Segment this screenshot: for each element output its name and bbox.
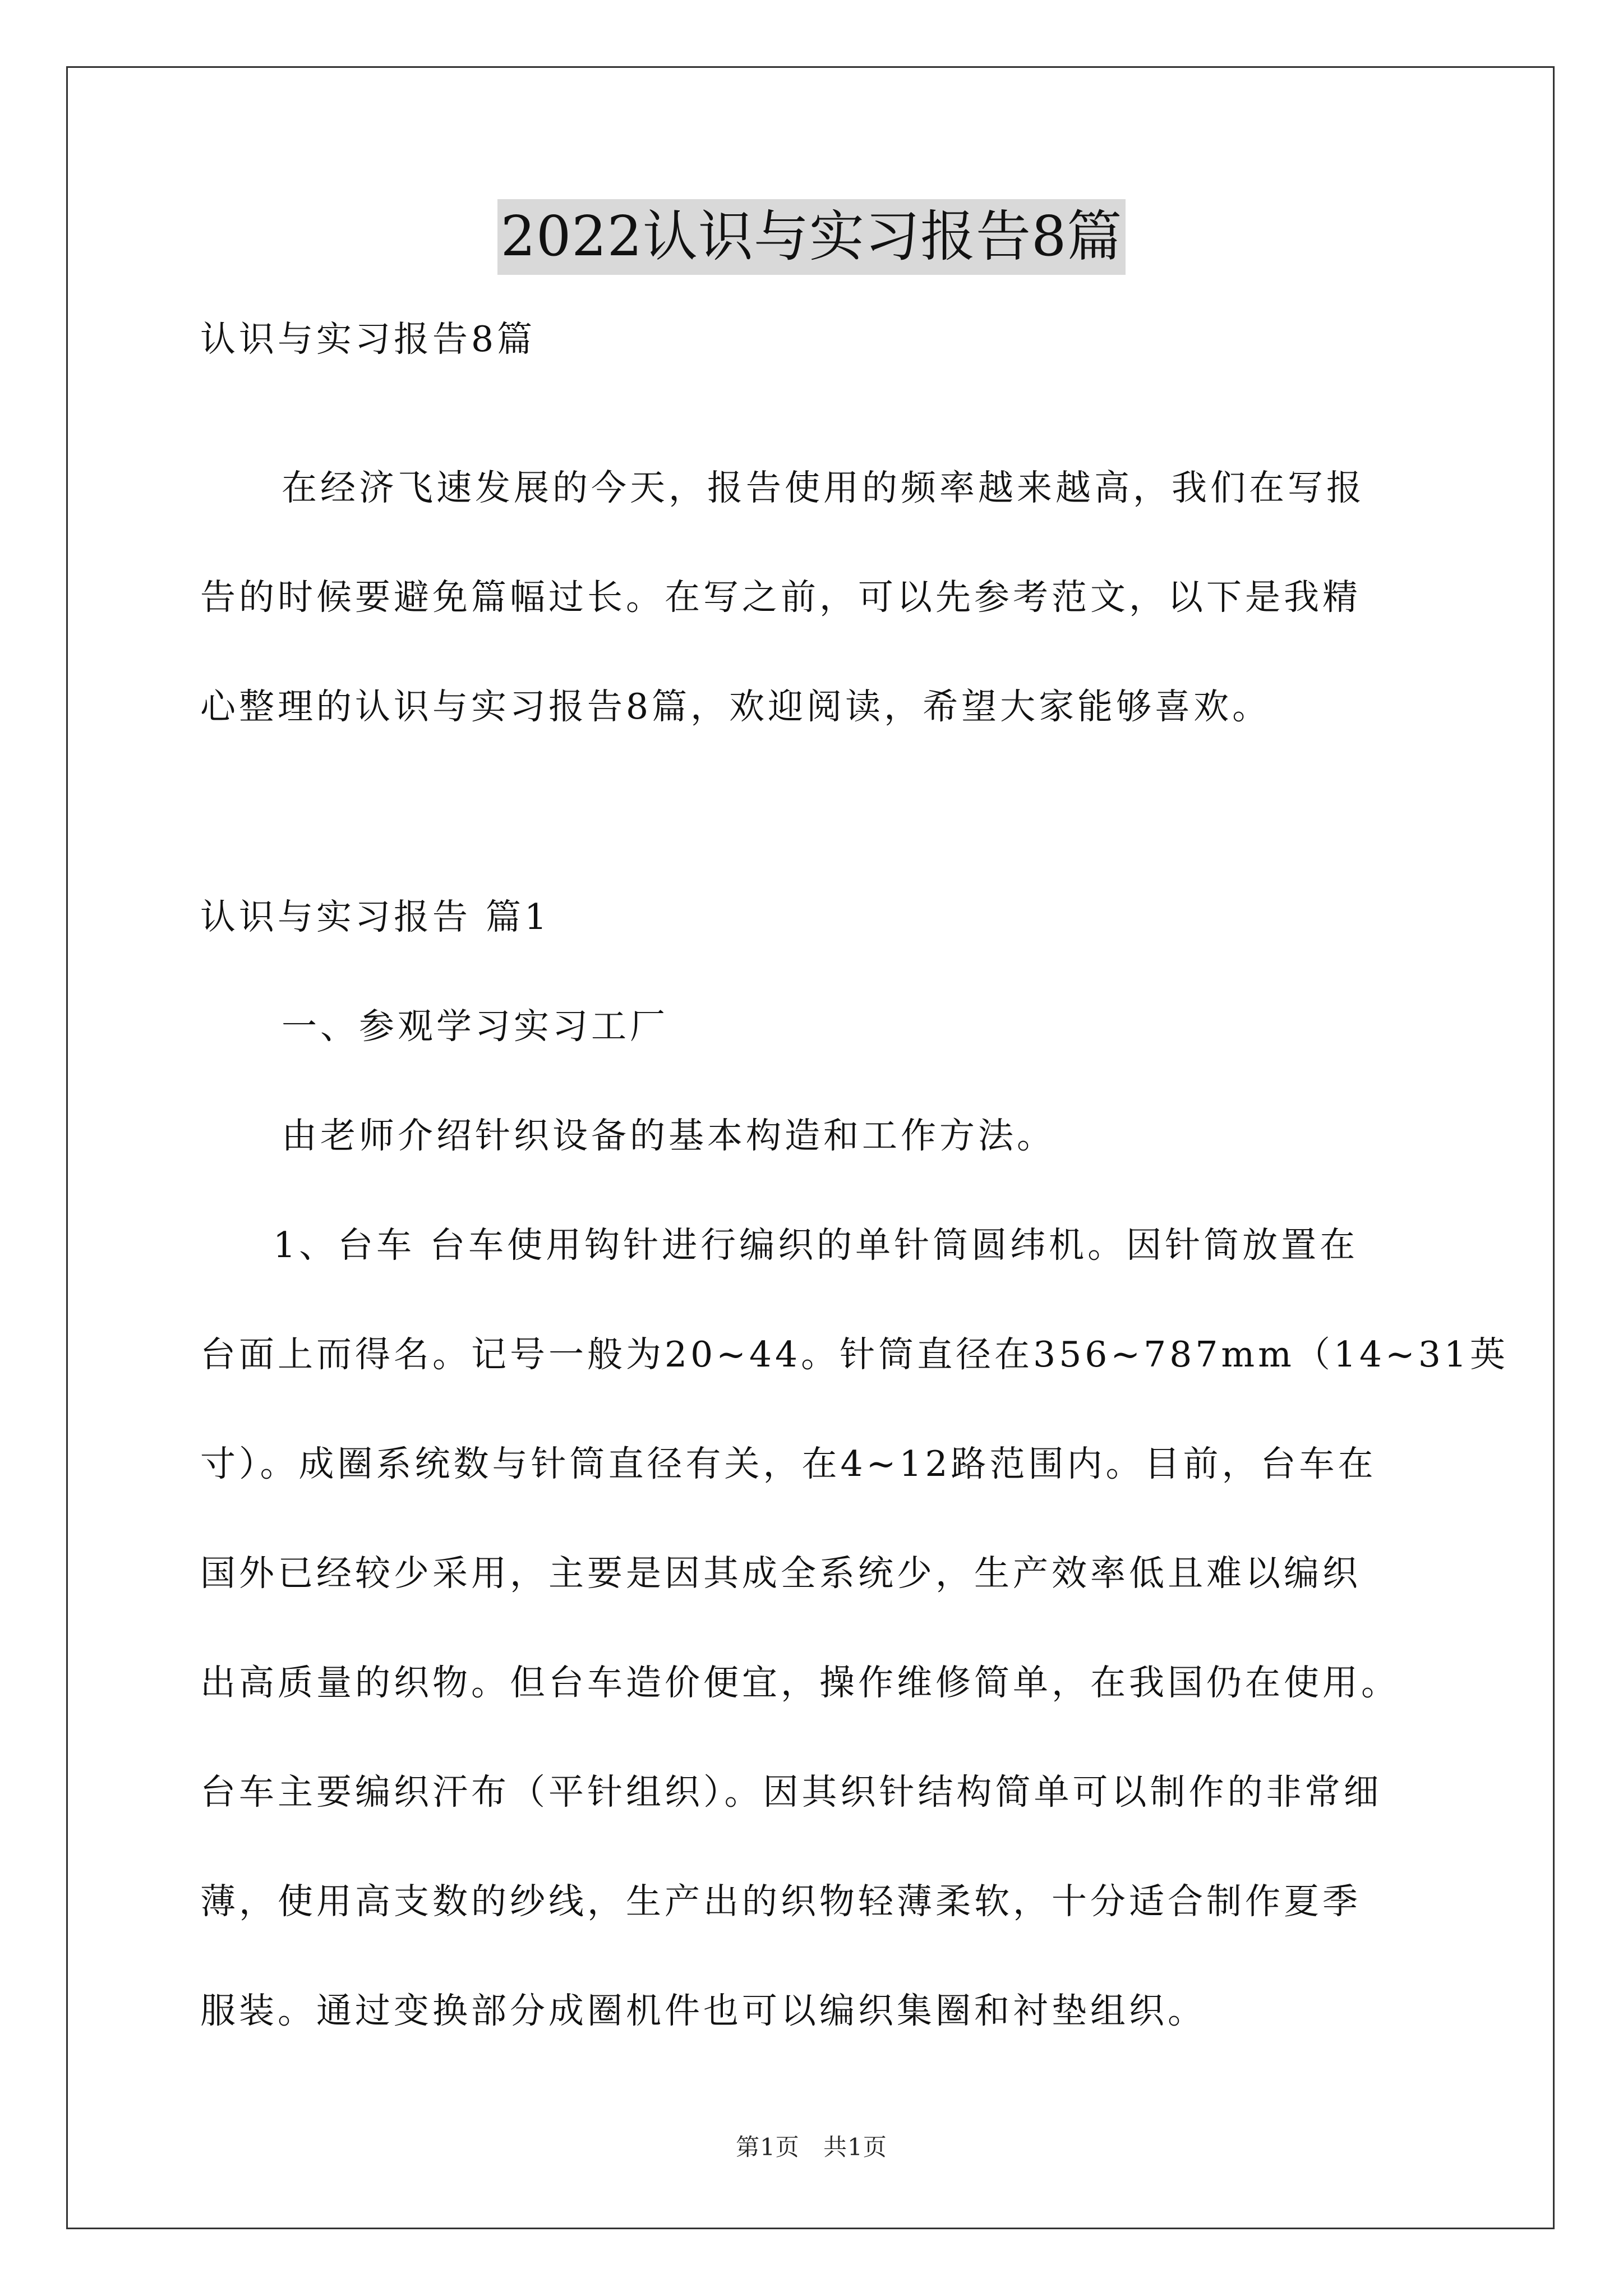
paragraph-line: 薄，使用高支数的纱线，生产出的织物轻薄柔软，十分适合制作夏季 <box>200 1881 1361 1922</box>
page-total: 共1页 <box>823 2133 887 2161</box>
paragraph-line: 台车主要编织汗布（平针组织）。因其织针结构简单可以制作的非常细 <box>200 1772 1382 1812</box>
paragraph: 由老师介绍针织设备的基本构造和工作方法。 <box>282 1115 1055 1156</box>
paragraph-line: 国外已经较少采用，主要是因其成全系统少，生产效率低且难以编织 <box>200 1553 1361 1594</box>
document-subtitle: 认识与实习报告8篇 <box>200 319 536 360</box>
paragraph-line: 1、台车 台车使用钩针进行编织的单针筒圆纬机。因针筒放置在 <box>273 1225 1359 1266</box>
paragraph-line: 服装。通过变换部分成圈机件也可以编织集圈和衬垫组织。 <box>200 1990 1206 2031</box>
paragraph-line: 寸）。成圈系统数与针筒直径有关，在4~12路范围内。目前，台车在 <box>200 1443 1377 1484</box>
title-container <box>0 199 1623 275</box>
page-footer <box>0 2129 1623 2162</box>
page-number: 第1页 <box>736 2133 800 2161</box>
intro-line: 告的时候要避免篇幅过长。在写之前，可以先参考范文，以下是我精 <box>200 577 1361 618</box>
paragraph-line: 台面上而得名。记号一般为20~44。针筒直径在356~787mm（14~31英 <box>200 1334 1509 1375</box>
intro-line: 在经济飞速发展的今天，报告使用的频率越来越高，我们在写报 <box>282 467 1365 508</box>
intro-line: 心整理的认识与实习报告8篇，欢迎阅读，希望大家能够喜欢。 <box>200 686 1271 727</box>
sub-heading: 一、参观学习实习工厂 <box>282 1006 668 1047</box>
document-title: 2022认识与实习报告8篇 <box>497 199 1126 275</box>
paragraph-line: 出高质量的织物。但台车造价便宜，操作维修简单，在我国仍在使用。 <box>200 1662 1400 1703</box>
section-heading: 认识与实习报告 篇1 <box>200 896 551 937</box>
